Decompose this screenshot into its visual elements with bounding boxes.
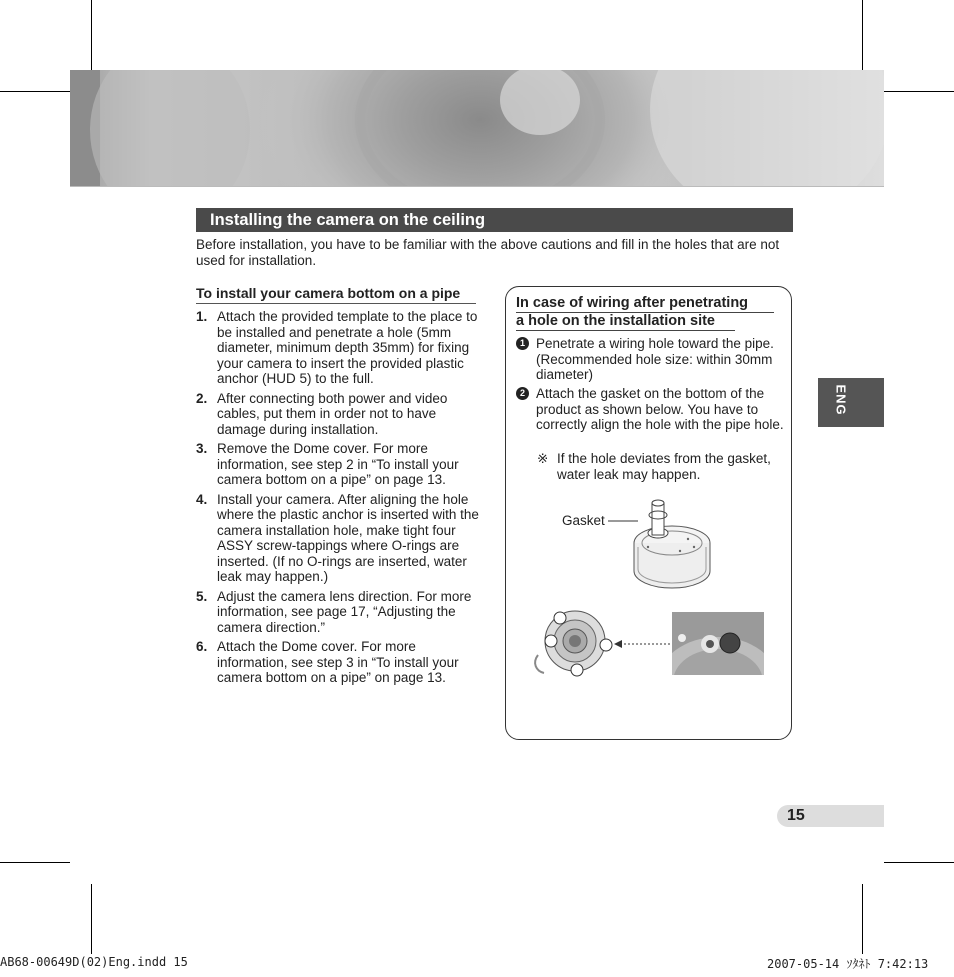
step-number: 1. bbox=[196, 309, 208, 324]
step-text: Remove the Dome cover. For more information, see step 2 in “To install your camera bottom on a pipe” on page 13. bbox=[217, 441, 459, 487]
installed-gasket-photo bbox=[672, 612, 764, 675]
arrow-left-icon bbox=[614, 638, 674, 650]
instruction-steps bbox=[196, 309, 482, 690]
step-item bbox=[196, 492, 482, 585]
note-text: If the hole deviates from the gasket, water leak may happen. bbox=[557, 451, 771, 482]
step-text: Attach the Dome cover. For more information, see step 3 in “To install your camera bottom on a pipe” on page 13. bbox=[217, 639, 459, 685]
page-number: 15 bbox=[787, 807, 805, 824]
crop-mark bbox=[862, 0, 863, 70]
box-item bbox=[516, 336, 786, 383]
crop-mark bbox=[884, 91, 954, 92]
step-number: 4. bbox=[196, 491, 208, 507]
box-title bbox=[516, 295, 778, 331]
warning-note bbox=[537, 451, 787, 482]
footer-file-info: AB68-00649D(02)Eng.indd 15 bbox=[0, 955, 188, 969]
box-title-line2: a hole on the installation site bbox=[516, 313, 735, 331]
footer-timestamp: 2007-05-14 ｿﾀﾈﾄ 7:42:13 bbox=[767, 957, 929, 971]
language-tab bbox=[818, 378, 884, 427]
step-item bbox=[196, 441, 482, 488]
box-item-text: Attach the gasket on the bottom of the product as shown below. You have to correctly align the hole with the pipe hole. bbox=[536, 386, 784, 432]
step-text: Install your camera. After aligning the hole where the plastic anchor is inserted with the camera installation hole, make tight four ASSY screw-tappings where O-rings are inserted. (If no O-rings are inserted, water leak may happen.) bbox=[217, 491, 479, 584]
step-number: 6. bbox=[196, 639, 208, 654]
circled-number-2-icon: 2 bbox=[516, 387, 529, 400]
step-number: 2. bbox=[196, 390, 208, 406]
step-text: Attach the provided template to the place to be installed and penetrate a hole (5mm diameter, minimum depth 35mm) for fixing your camera to insert the provided plastic anchor (HUD 5) to the full. bbox=[217, 309, 478, 386]
language-tab-label: ENG bbox=[833, 384, 849, 416]
crop-mark bbox=[862, 884, 863, 954]
reference-mark-icon: ※ bbox=[537, 451, 549, 466]
crop-mark bbox=[91, 0, 92, 70]
gasket-label: Gasket bbox=[562, 513, 605, 528]
intro-paragraph: Before installation, you have to be familiar with the above cautions and fill in the holes that are not used for installation. bbox=[196, 237, 780, 268]
box-title-line1: In case of wiring after penetrating bbox=[516, 295, 774, 313]
box-item bbox=[516, 386, 786, 433]
step-item bbox=[196, 639, 482, 686]
crop-mark bbox=[91, 884, 92, 954]
crop-mark bbox=[0, 91, 70, 92]
circled-number-1-icon: 1 bbox=[516, 337, 529, 350]
step-text: After connecting both power and video cables, put them in order not to have damage during installation. bbox=[217, 390, 448, 437]
step-item bbox=[196, 589, 482, 636]
gasket-illustration bbox=[608, 495, 718, 590]
step-item bbox=[196, 309, 482, 387]
step-text: Adjust the camera lens direction. For more information, see page 17, “Adjusting the camera direction.” bbox=[217, 588, 472, 635]
section-title: Installing the camera on the ceiling bbox=[196, 208, 793, 232]
camera-base-illustration bbox=[530, 605, 620, 680]
crop-mark bbox=[0, 862, 70, 863]
step-number: 5. bbox=[196, 588, 208, 604]
box-item-text: Penetrate a wiring hole toward the pipe. (Recommended hole size: within 30mm diameter) bbox=[536, 336, 774, 382]
banner-divider bbox=[70, 186, 884, 187]
step-item bbox=[196, 391, 482, 438]
header-banner-image bbox=[70, 70, 884, 186]
subheading: To install your camera bottom on a pipe bbox=[196, 284, 476, 304]
crop-mark bbox=[884, 862, 954, 863]
step-number: 3. bbox=[196, 441, 208, 456]
